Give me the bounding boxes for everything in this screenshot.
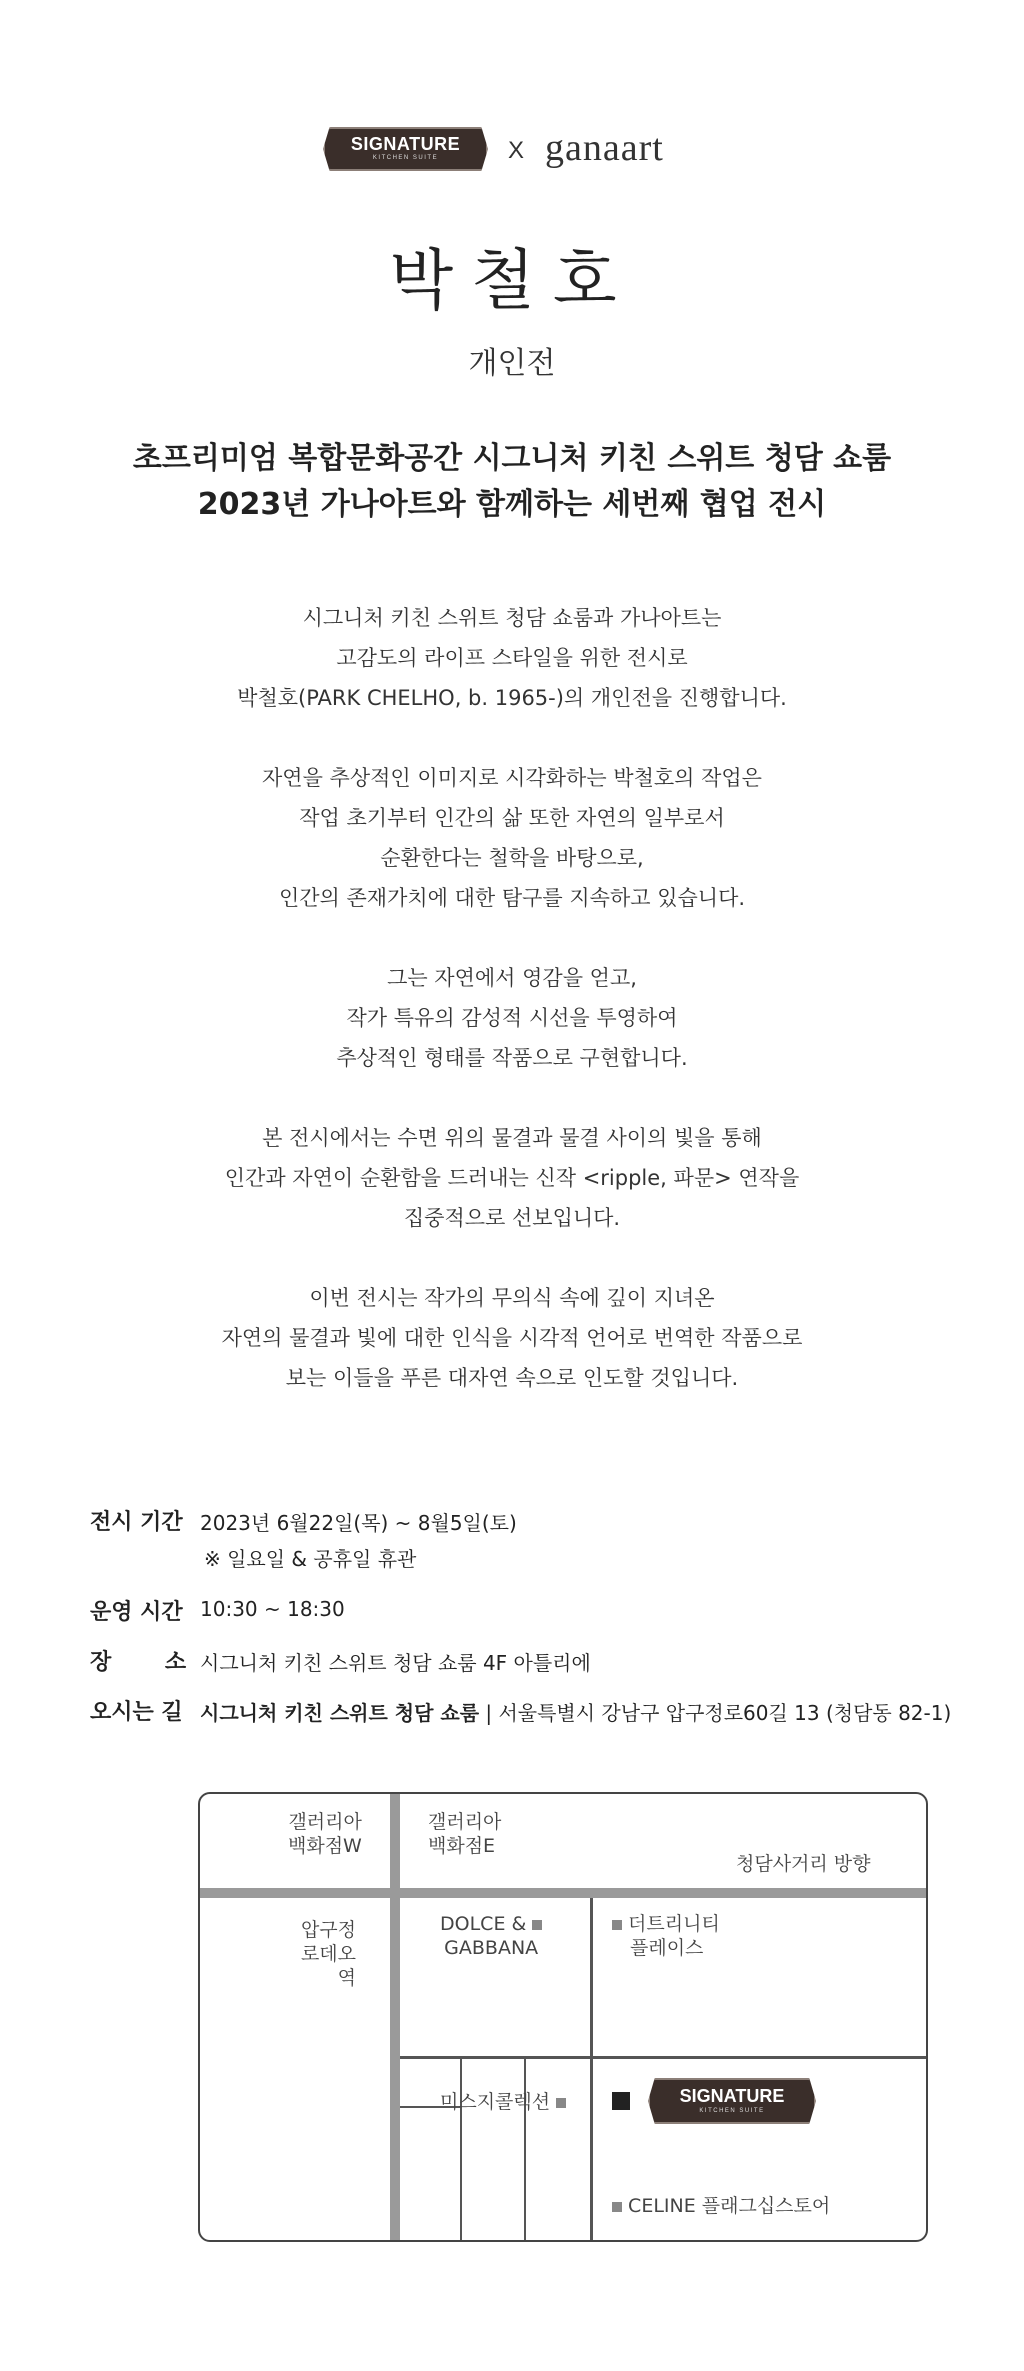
intro-paragraph <box>0 958 1024 1078</box>
intro-line: 인간과 자연이 순환함을 드러내는 신작 <ripple, 파문> 연작을 <box>224 1166 800 1190</box>
artist-name: 박철호 <box>389 242 635 319</box>
directions-value <box>200 1697 951 1726</box>
place-label: 장 소 <box>90 1650 187 1675</box>
period-value: 2023년 6월22일(목) ~ 8월5일(토) <box>200 1511 517 1535</box>
map-label-line: 갤러리아 <box>288 1811 362 1833</box>
exhibition-type: 개인전 <box>468 346 556 381</box>
dolce-gabbana-label <box>440 1912 542 1960</box>
logo-sub-text: KITCHEN SUITE <box>699 2108 765 2114</box>
intro-paragraph <box>0 598 1024 718</box>
hours-value: 10:30 ~ 18:30 <box>200 1597 345 1621</box>
headline-line-2: 2023년 가나아트와 함께하는 세번째 협업 전시 <box>197 487 827 522</box>
intro-line: 보는 이들을 푸른 대자연 속으로 인도할 것입니다. <box>285 1366 739 1390</box>
street <box>590 1898 593 2242</box>
street <box>460 2059 462 2242</box>
missy-collection-label <box>440 2090 566 2114</box>
road-horizontal <box>200 1888 928 1898</box>
cheongdam-direction-label: 청담사거리 방향 <box>736 1853 871 1875</box>
location-map <box>198 1792 928 2242</box>
period-label: 전시 기간 <box>90 1510 183 1535</box>
apgujeong-station-label <box>286 1918 356 1990</box>
logo-main-text: SIGNATURE <box>679 2086 785 2106</box>
intro-line: 고감도의 라이프 스타일을 위한 전시로 <box>336 646 688 670</box>
map-label-line: GABBANA <box>444 1937 539 1959</box>
header-logos <box>0 124 1024 176</box>
celine-label <box>612 2194 830 2218</box>
intro-line: 이번 전시는 작가의 무의식 속에 깊이 지녀온 <box>309 1286 715 1310</box>
map-label-text: CELINE 플래그십스토어 <box>628 2195 831 2217</box>
ganaart-logo: ganaart <box>545 127 664 169</box>
intro-line: 추상적인 형태를 작품으로 구현합니다. <box>336 1046 688 1070</box>
collab-separator: X <box>508 137 525 164</box>
intro-line: 시그니처 키친 스위트 청담 쇼룸과 가나아트는 <box>302 606 722 630</box>
map-label-text: 미스지콜렉션 <box>440 2091 551 2113</box>
map-label-line: DOLCE & <box>440 1913 527 1935</box>
logo-main-text: SIGNATURE <box>350 134 461 154</box>
map-label-line: 플레이스 <box>630 1937 704 1959</box>
intro-line: 자연의 물결과 빛에 대한 인식을 시각적 언어로 번역한 작품으로 <box>221 1326 803 1350</box>
intro-line: 박철호(PARK CHELHO, b. 1965-)의 개인전을 진행합니다. <box>237 686 787 710</box>
marker-square-icon <box>532 1920 542 1930</box>
signature-kitchen-suite-logo <box>323 124 488 174</box>
map-label-line: 백화점E <box>428 1835 496 1857</box>
road-vertical <box>390 1794 400 2242</box>
galleria-w-label <box>288 1810 362 1858</box>
intro-paragraph <box>0 1278 1024 1398</box>
directions-address: | 서울특별시 강남구 압구정로60길 13 (청담동 82-1) <box>479 1701 952 1725</box>
intro-line: 순환한다는 철학을 바탕으로, <box>380 846 644 870</box>
street <box>524 2059 526 2242</box>
intro-line: 인간의 존재가치에 대한 탐구를 지속하고 있습니다. <box>278 886 746 910</box>
intro-line: 본 전시에서는 수면 위의 물결과 물결 사이의 빛을 통해 <box>262 1126 762 1150</box>
hours-label: 운영 시간 <box>90 1600 183 1625</box>
map-label-line: 로데오역 <box>300 1943 356 1989</box>
marker-square-icon <box>612 1920 622 1930</box>
closed-note: ※ 일요일 & 공휴일 휴관 <box>204 1547 417 1571</box>
intro-line: 작업 초기부터 인간의 삶 또한 자연의 일부로서 <box>299 806 725 830</box>
intro-paragraph <box>0 1118 1024 1238</box>
trinity-place-label <box>612 1912 720 1960</box>
intro-line: 작가 특유의 감성적 시선을 투영하여 <box>346 1006 678 1030</box>
logo-sub-text: KITCHEN SUITE <box>372 155 439 161</box>
intro-line: 집중적으로 선보입니다. <box>403 1206 621 1230</box>
location-pin-icon <box>612 2092 630 2110</box>
intro-text <box>0 598 1024 1438</box>
showroom-marker <box>612 2092 630 2116</box>
directions-label: 오시는 길 <box>90 1700 183 1725</box>
galleria-e-label <box>428 1810 501 1858</box>
directions-place: 시그니처 키친 스위트 청담 쇼룸 <box>200 1701 480 1725</box>
map-signature-logo <box>648 2078 816 2124</box>
map-label-line: 더트리니티 <box>628 1913 720 1935</box>
place-value: 시그니처 키친 스위트 청담 쇼룸 4F 아틀리에 <box>200 1651 591 1675</box>
headline-line-1: 초프리미엄 복합문화공간 시그니처 키친 스위트 청담 쇼룸 <box>132 441 892 476</box>
headline <box>0 436 1024 528</box>
street <box>400 2056 928 2059</box>
map-label-line: 백화점W <box>288 1835 362 1857</box>
marker-square-icon <box>556 2098 566 2108</box>
map-label-line: 압구정 <box>300 1919 356 1941</box>
intro-line: 자연을 추상적인 이미지로 시각화하는 박철호의 작업은 <box>262 766 762 790</box>
map-label-line: 갤러리아 <box>428 1811 502 1833</box>
marker-square-icon <box>612 2202 622 2212</box>
intro-line: 그는 자연에서 영감을 얻고, <box>387 966 637 990</box>
intro-paragraph <box>0 758 1024 918</box>
